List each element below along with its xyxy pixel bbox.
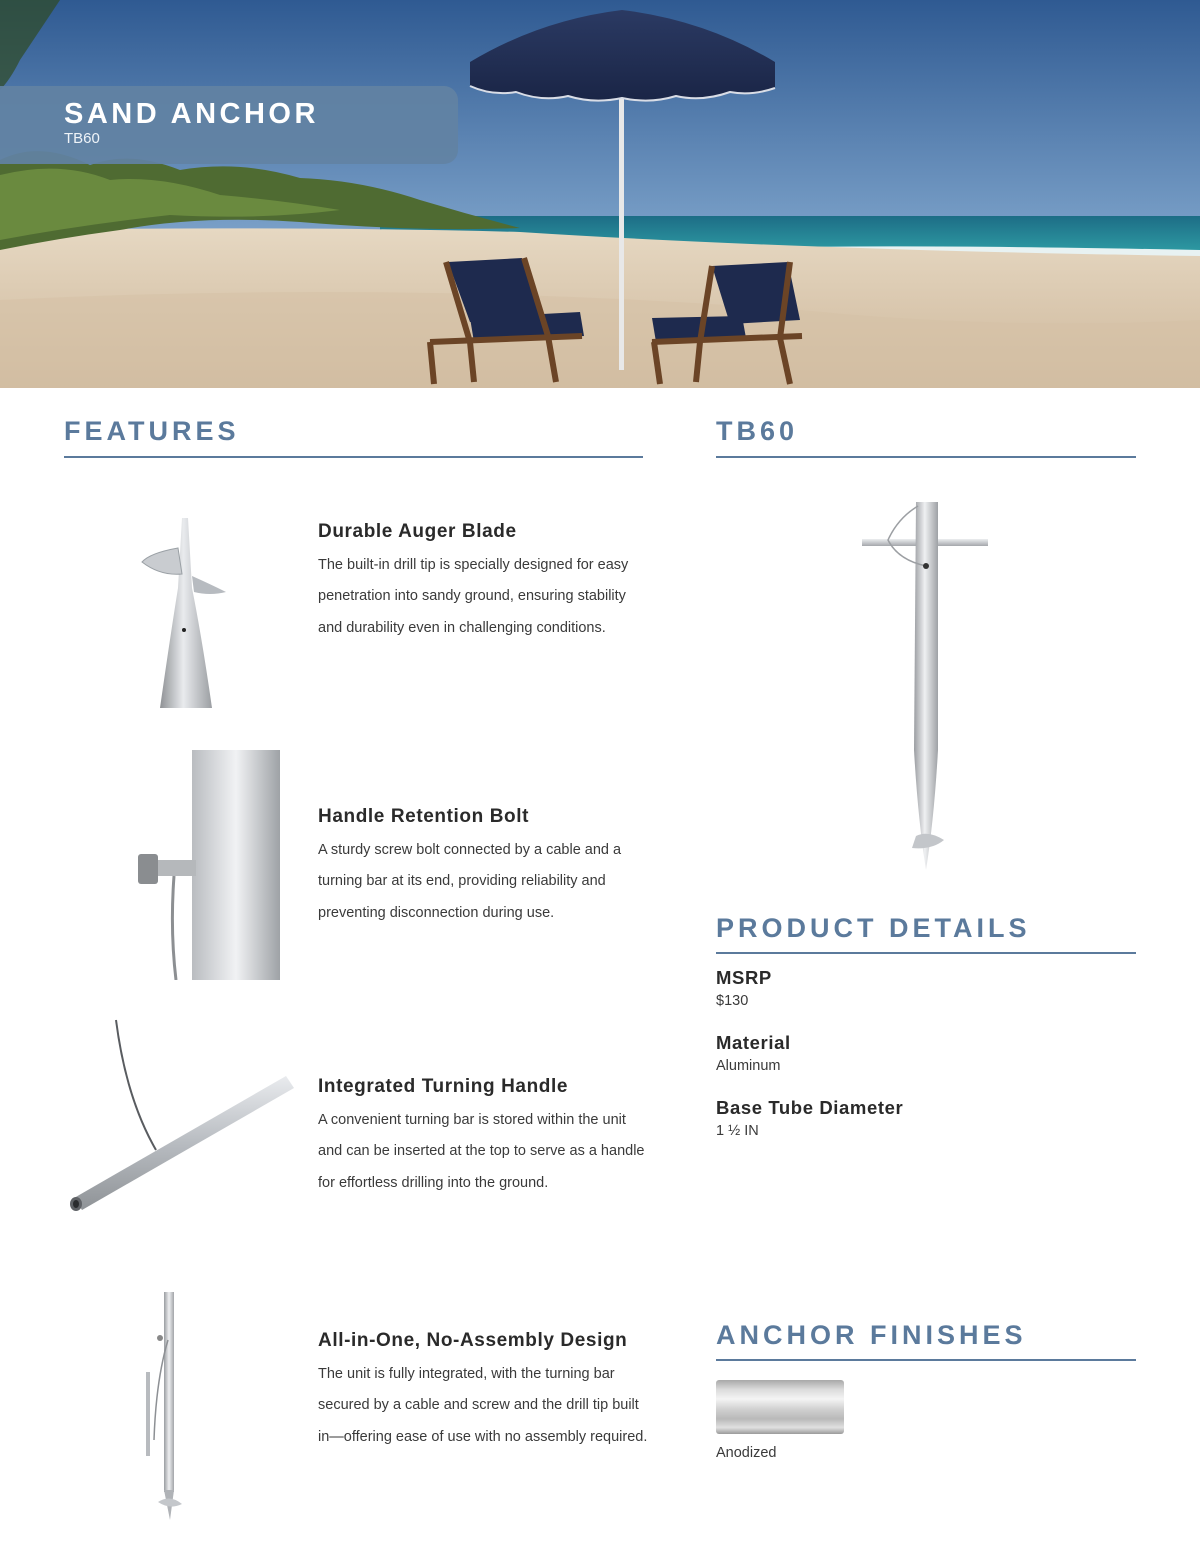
feature-title-handle: Integrated Turning Handle [318, 1076, 569, 1097]
detail-label-material: Material [716, 1032, 791, 1053]
feature-body-handle: A convenient turning bar is stored within the unit and can be inserted at the top to serve as a handle for effortless drilling into the ground. [318, 1112, 645, 1191]
features-rule [64, 456, 643, 458]
model-rule [716, 456, 1136, 458]
feature-title-bolt: Handle Retention Bolt [318, 806, 530, 827]
features-heading: FEATURES [64, 416, 240, 446]
feature-title-all-in-one: All-in-One, No-Assembly Design [318, 1330, 628, 1351]
details-rule [716, 952, 1136, 954]
detail-label-diameter: Base Tube Diameter [716, 1097, 904, 1118]
finish-label-anodized: Anodized [716, 1445, 777, 1461]
page-title: SAND ANCHOR [64, 98, 319, 130]
retention-bolt-image [136, 750, 286, 985]
feature-body-bolt: A sturdy screw bolt connected by a cable and a turning bar at its end, providing reliability and preventing disconnection during use. [318, 842, 622, 921]
finishes-heading: ANCHOR FINISHES [716, 1320, 1027, 1350]
tb60-product-image [858, 500, 992, 885]
title-banner [0, 86, 458, 164]
feature-body-all-in-one: The unit is fully integrated, with the turning bar secured by a cable and screw and the drill tip built in—offering ease of use with no assembly required. [318, 1366, 648, 1445]
detail-value-msrp: $130 [716, 993, 749, 1009]
finish-swatch-anodized [716, 1380, 844, 1434]
auger-blade-image [130, 518, 240, 715]
beach-photo [0, 0, 1200, 388]
hero-image [0, 0, 1200, 388]
turning-handle-image [64, 1018, 300, 1219]
all-in-one-image [138, 1290, 198, 1527]
finishes-rule [716, 1359, 1136, 1361]
feature-title-auger: Durable Auger Blade [318, 521, 517, 542]
model-heading: TB60 [716, 416, 799, 446]
detail-value-material: Aluminum [716, 1058, 781, 1074]
detail-label-msrp: MSRP [716, 967, 772, 988]
feature-body-auger: The built-in drill tip is specially designed for easy penetration into sandy ground, ensuring stability and durability even in challenging conditions. [318, 557, 629, 636]
detail-value-diameter: 1 ½ IN [716, 1123, 759, 1139]
details-heading: PRODUCT DETAILS [716, 913, 1031, 943]
model-subtitle: TB60 [64, 130, 100, 147]
